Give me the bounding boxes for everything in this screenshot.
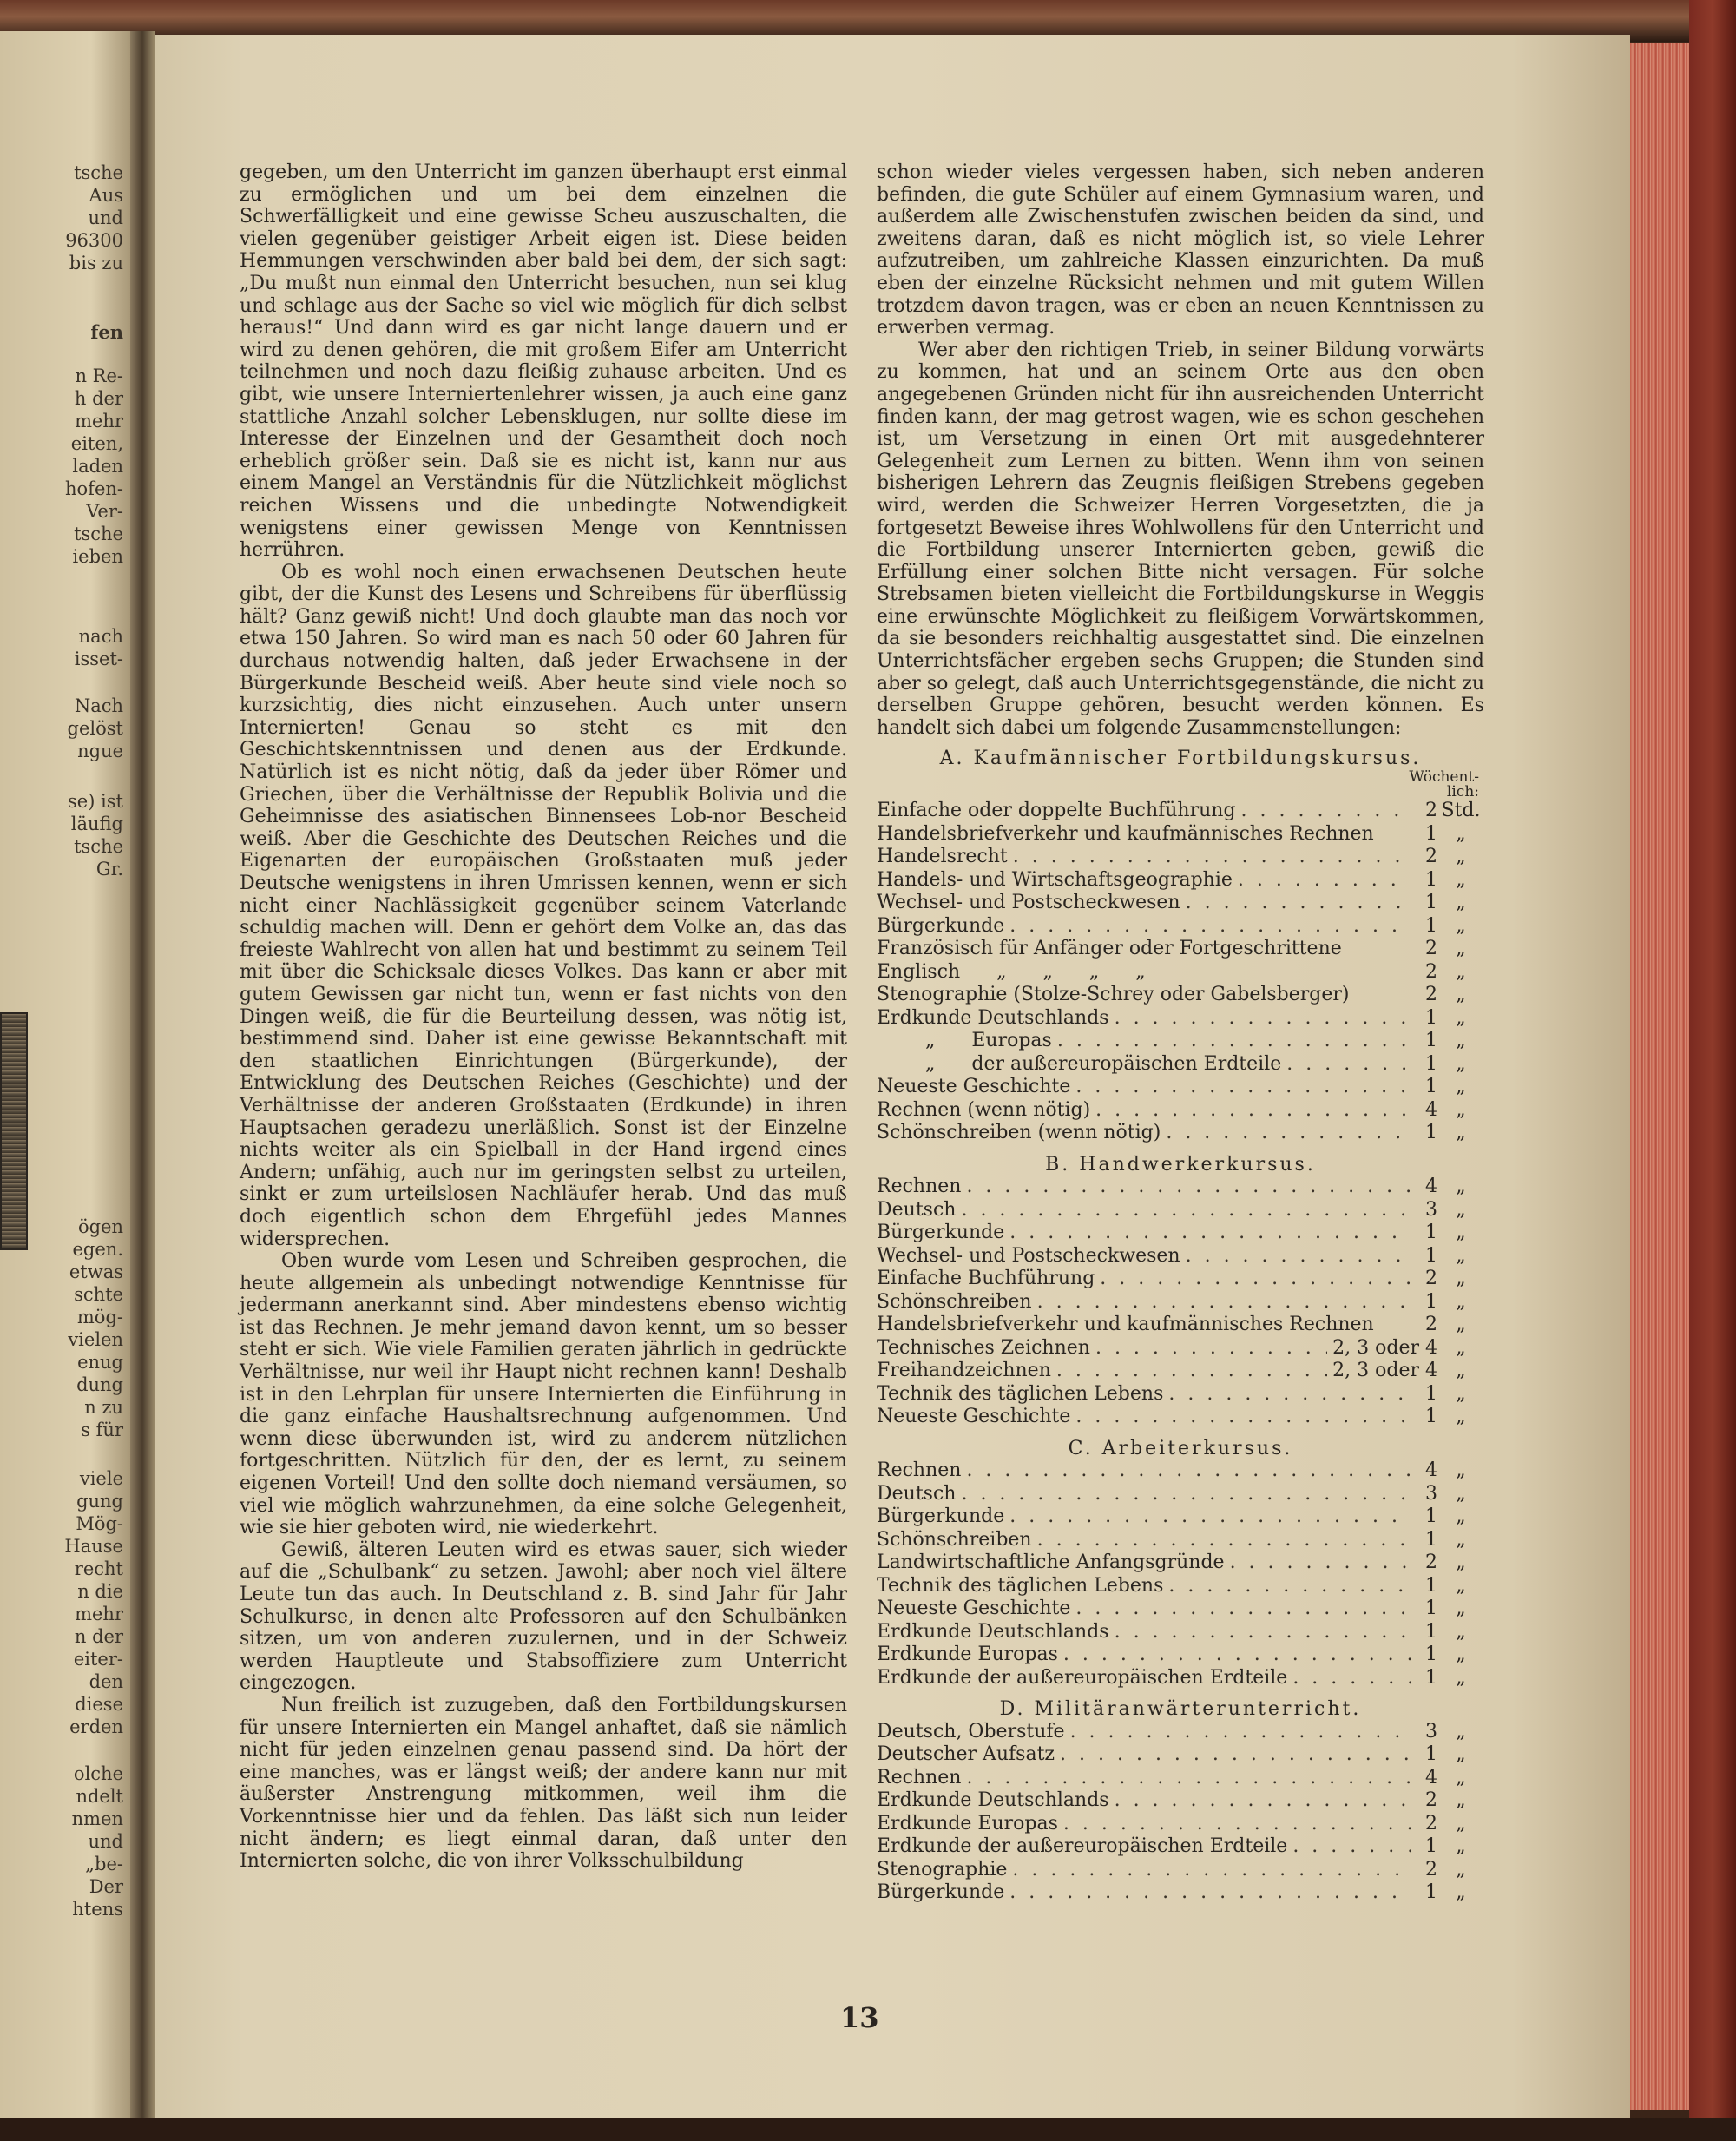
left-page-fragment: schte xyxy=(74,1284,123,1305)
left-page-fragment: mög- xyxy=(76,1307,123,1327)
hours: 3 xyxy=(1425,1720,1437,1742)
subject: Bürgerkunde xyxy=(877,1505,1005,1528)
leader-dots xyxy=(1166,1122,1411,1145)
leader-dots xyxy=(1009,915,1411,939)
unit: „ xyxy=(1456,1314,1466,1336)
leader-dots xyxy=(1115,1007,1411,1031)
leader-dots xyxy=(1075,1406,1411,1429)
subject: Rechnen xyxy=(877,1459,962,1482)
hours: 2 xyxy=(1425,984,1437,1006)
course-row xyxy=(877,938,1484,961)
left-page-fragment: Gr. xyxy=(95,859,123,879)
course-row xyxy=(877,1007,1484,1031)
hours: 1 xyxy=(1425,1406,1437,1428)
leader-dots xyxy=(961,1199,1411,1222)
subject: Erdkunde Deutschlands xyxy=(877,1006,1109,1029)
leader-dots xyxy=(1070,1721,1411,1744)
left-page-fragment: diese xyxy=(75,1694,123,1715)
hours: 1 xyxy=(1425,1666,1437,1689)
course-row xyxy=(877,1644,1484,1667)
leader-dots xyxy=(1115,1789,1411,1813)
course-row xyxy=(877,1030,1484,1053)
left-page-fragment: etwas xyxy=(69,1262,123,1282)
unit: „ xyxy=(1456,1222,1466,1244)
hours: 4 xyxy=(1425,1176,1437,1198)
leader-dots xyxy=(1095,1099,1411,1123)
course-row xyxy=(877,1859,1484,1882)
hours: 4 xyxy=(1425,1459,1437,1482)
left-page-fragment: dung xyxy=(76,1374,123,1395)
subject: Erdkunde Europas xyxy=(877,1644,1058,1666)
course-row xyxy=(877,1076,1484,1099)
hours: 2 xyxy=(1425,1789,1437,1812)
left-page-fragment: hofen- xyxy=(65,478,123,499)
hours: 1 xyxy=(1425,1644,1437,1666)
left-page-fragment: n die xyxy=(77,1581,123,1602)
subject: Erdkunde Deutschlands xyxy=(877,1620,1109,1643)
unit: „ xyxy=(1456,868,1466,891)
subject: Neueste Geschichte xyxy=(877,1598,1071,1620)
left-page-fragment: tsche xyxy=(74,836,123,857)
course-row xyxy=(877,1789,1484,1813)
left-page-fragment: recht xyxy=(74,1558,123,1579)
course-row xyxy=(877,915,1484,939)
unit: „ xyxy=(1456,1644,1466,1666)
leader-dots xyxy=(1292,1667,1411,1690)
unit: „ xyxy=(1456,1551,1466,1574)
hours: 2 xyxy=(1425,960,1437,983)
unit: „ xyxy=(1456,822,1466,845)
course-row xyxy=(877,1551,1484,1575)
hours: 1 xyxy=(1425,822,1437,845)
subject: Deutsch xyxy=(877,1482,957,1505)
subject: Erdkunde Deutschlands xyxy=(877,1789,1109,1812)
hours: 2 xyxy=(1425,938,1437,960)
course-row xyxy=(877,1222,1484,1245)
leader-dots xyxy=(1012,1859,1411,1882)
leader-dots xyxy=(1009,1505,1411,1529)
hours: 1 xyxy=(1425,1528,1437,1551)
subject: Freihandzeichnen xyxy=(877,1360,1051,1382)
course-row xyxy=(877,1383,1484,1406)
course-row xyxy=(877,1314,1484,1337)
left-page-fragment: htens xyxy=(72,1899,123,1920)
hours: 1 xyxy=(1425,1076,1437,1098)
left-page-fragment: 96300 xyxy=(65,230,123,251)
unit: „ xyxy=(1456,1360,1466,1382)
page-edges xyxy=(1630,43,1689,2110)
unit: „ xyxy=(1456,914,1466,937)
subject: Bürgerkunde xyxy=(877,1881,1005,1904)
unit: „ xyxy=(1456,1268,1466,1290)
leader-dots xyxy=(1063,1644,1411,1667)
leader-dots xyxy=(1095,1337,1327,1360)
book-bottom-edge xyxy=(0,2118,1736,2141)
hours: 1 xyxy=(1425,1620,1437,1643)
unit: „ xyxy=(1456,1528,1466,1551)
leader-dots xyxy=(1009,1222,1411,1245)
unit: „ xyxy=(1456,984,1466,1006)
course-row xyxy=(877,1529,1484,1552)
hours: 1 xyxy=(1425,892,1437,914)
leader-dots xyxy=(1100,1268,1411,1291)
book-cover xyxy=(1689,0,1736,2141)
left-page-fragment: fen xyxy=(90,321,123,343)
hours: 1 xyxy=(1425,1122,1437,1144)
course-row xyxy=(877,1767,1484,1790)
course-row xyxy=(877,1598,1484,1621)
course-row xyxy=(877,1483,1484,1506)
left-page-fragment: gelöst xyxy=(67,718,123,739)
unit: „ xyxy=(1456,1666,1466,1689)
course-row xyxy=(877,1406,1484,1429)
unit: „ xyxy=(1456,1620,1466,1643)
leader-dots xyxy=(1292,1835,1411,1859)
right-text-column xyxy=(877,161,1484,1905)
paragraph: Gewiß, älteren Leuten wird es etwas sauer, sich wieder auf die „Schulbank“ zu setzen. Jawohl; aber noch viel ältere Leute tun das auch. In Deutschland z. B. sind Jahr für Jahr Schulkurse, in denen alte Professoren auf den Schulbänken sitzen, um von anderen zuzulernen, und in der Schweiz werden Hauptleute und Stabsoffiziere zum Unterricht eingezogen. xyxy=(240,1538,847,1695)
left-page-fragment: läufig xyxy=(70,814,123,834)
unit: „ xyxy=(1456,1030,1466,1052)
subject: Neueste Geschichte xyxy=(877,1076,1071,1098)
subject: Erdkunde der außereuropäischen Erdteile xyxy=(877,1666,1288,1689)
left-page-fragment: Nach xyxy=(74,695,123,716)
leader-dots xyxy=(1037,1529,1411,1552)
hours: 3 xyxy=(1425,1198,1437,1221)
course-row xyxy=(877,1199,1484,1222)
hours: 2 xyxy=(1425,1268,1437,1290)
leader-dots xyxy=(1060,1743,1411,1767)
subject: Schönschreiben xyxy=(877,1528,1032,1551)
leader-dots xyxy=(1168,1575,1411,1598)
left-page-fragment: Mög- xyxy=(76,1513,123,1534)
hours: 1 xyxy=(1425,1006,1437,1029)
leader-dots xyxy=(1009,1881,1411,1905)
page-number: 13 xyxy=(840,2001,879,2034)
hours: 1 xyxy=(1425,1222,1437,1244)
course-row xyxy=(877,892,1484,915)
unit: „ xyxy=(1456,1176,1466,1198)
unit: „ xyxy=(1456,1076,1466,1098)
subject: Neueste Geschichte xyxy=(877,1406,1071,1428)
left-page-illustration xyxy=(0,1012,28,1250)
left-page-fragment: viele xyxy=(79,1468,123,1489)
subject: „ der außereuropäischen Erdteile xyxy=(925,1052,1282,1075)
weekly-label: Wöchent- lich: xyxy=(1409,768,1479,801)
hours: 1 xyxy=(1425,1290,1437,1313)
course-row xyxy=(877,869,1484,893)
subject: Handels- und Wirtschaftsgeographie xyxy=(877,868,1233,891)
subject: Wechsel- und Postscheckwesen xyxy=(877,1244,1180,1267)
course-row xyxy=(877,1835,1484,1859)
subject: Bürgerkunde xyxy=(877,1222,1005,1244)
subject: Handelsbriefverkehr und kaufmännisches Rechnen xyxy=(877,1314,1374,1336)
leader-dots xyxy=(1168,1383,1411,1406)
unit: „ xyxy=(1456,1382,1466,1405)
subject: Landwirtschaftliche Anfangsgründe xyxy=(877,1551,1225,1574)
left-page-fragment: tsche xyxy=(74,524,123,544)
left-page-fragment: bis zu xyxy=(69,253,123,273)
hours: 1 xyxy=(1425,1244,1437,1267)
course-row xyxy=(877,800,1484,823)
left-page-fragment: ngue xyxy=(77,741,123,761)
left-page-fragment: isset- xyxy=(74,649,123,669)
hours: 2 xyxy=(1425,800,1437,822)
course-row xyxy=(877,1337,1484,1360)
unit: Std. xyxy=(1441,800,1481,822)
hours: 1 xyxy=(1425,914,1437,937)
left-page-fragment: olche xyxy=(73,1763,123,1784)
hours: 2 xyxy=(1425,1858,1437,1881)
subject: „ Europas xyxy=(925,1030,1052,1052)
left-page-fragment: erden xyxy=(69,1716,123,1737)
course-row xyxy=(877,1881,1484,1905)
left-page-fragment: n der xyxy=(74,1626,123,1647)
left-page-fragment: und xyxy=(88,1831,123,1852)
leader-dots xyxy=(1056,1360,1327,1383)
hours: 1 xyxy=(1425,1598,1437,1620)
left-page-fragment: tsche xyxy=(74,162,123,183)
course-row xyxy=(877,1459,1484,1483)
unit: „ xyxy=(1456,1459,1466,1482)
left-page-fragment: Hause xyxy=(64,1536,123,1557)
hours: 1 xyxy=(1425,1881,1437,1904)
course-row xyxy=(877,1721,1484,1744)
left-page-fragment: n Re- xyxy=(75,366,123,386)
left-page-fragment: egen. xyxy=(72,1239,123,1260)
course-row xyxy=(877,1505,1484,1529)
left-page-fragment: mehr xyxy=(75,1604,123,1624)
paragraph: Wer aber den richtigen Trieb, in seiner Bildung vorwärts zu kommen, hat und an seinem Orte aus den oben angegebenen Gründen nicht für ihn ausreichenden Unterricht finden kann, der mag getrost wagen, wie es schon geschehen ist, um Versetzung in einen Ort mit ausgedehnterer Gelegenheit zum Lernen zu bitten. Wenn ihm von seinen bisherigen Lehrern das Zeugnis fleißigen Strebens gegeben wird, werden die Schweizer Herren Vorgesetzten, die ja fortgesetzt Beweise ihres Wohlwollens für den Unterricht und die Fortbildung unserer Internierten geben, gewiß die Erfüllung einer solchen Bitte nicht versagen. Für solche Strebsamen bieten vielleicht die Fortbildungskurse in Weggis eine erwünschte Möglichkeit zu fleißigem Vorwärtskommen, da sie besonders reichhaltig ausgestattet sind. Die einzelnen Unterrichtsfächer ergeben sechs Gruppen; die Stunden sind aber so gelegt, daß auch Unterrichtsgegenstände, die nicht zu derselben Gruppe gehören, besucht werden können. Es handelt sich dabei um folgende Zusammenstellungen: xyxy=(877,339,1484,739)
unit: „ xyxy=(1456,1482,1466,1505)
subject: Deutsch xyxy=(877,1198,957,1221)
unit: „ xyxy=(1456,1858,1466,1881)
subject: Technisches Zeichnen xyxy=(877,1336,1090,1359)
course-row xyxy=(877,1575,1484,1598)
course-row xyxy=(877,1813,1484,1836)
left-page-fragment: eiter- xyxy=(73,1649,123,1670)
unit: „ xyxy=(1456,1290,1466,1313)
hours: 2 xyxy=(1425,846,1437,868)
hours: 2, 3 oder 4 xyxy=(1332,1360,1437,1382)
subject: Rechnen xyxy=(877,1176,962,1198)
unit: „ xyxy=(1456,1336,1466,1359)
left-page-fragment: Aus xyxy=(89,185,123,206)
subject: Technik des täglichen Lebens xyxy=(877,1574,1164,1597)
course-heading: C. Arbeiterkursus. xyxy=(1068,1437,1293,1459)
left-page-fragment: enug xyxy=(77,1352,123,1373)
left-page-fragment: mehr xyxy=(75,411,123,431)
course-row xyxy=(877,1743,1484,1767)
unit: „ xyxy=(1456,1881,1466,1904)
leader-dots xyxy=(966,1767,1411,1790)
leader-dots xyxy=(1063,1813,1411,1836)
left-page-fragment: ndelt xyxy=(76,1786,123,1807)
left-page xyxy=(0,31,130,2124)
subject: Handelsbriefverkehr und kaufmännisches Rechnen xyxy=(877,822,1374,845)
hours: 1 xyxy=(1425,1030,1437,1052)
leader-dots xyxy=(1057,1030,1411,1053)
unit: „ xyxy=(1456,1574,1466,1597)
course-row xyxy=(877,1667,1484,1690)
left-page-fragment: den xyxy=(89,1671,123,1692)
subject: Schönschreiben (wenn nötig) xyxy=(877,1122,1161,1144)
left-page-fragment: eiten, xyxy=(70,433,123,454)
left-page-fragment: laden xyxy=(72,456,123,477)
leader-dots xyxy=(966,1176,1411,1199)
course-row xyxy=(877,984,1484,1007)
hours: 3 xyxy=(1425,1482,1437,1505)
subject: Deutsch, Oberstufe xyxy=(877,1720,1065,1742)
hours: 2 xyxy=(1425,1812,1437,1835)
subject: Einfache oder doppelte Buchführung xyxy=(877,800,1236,822)
unit: „ xyxy=(1456,938,1466,960)
course-row xyxy=(877,1621,1484,1644)
hours: 4 xyxy=(1425,1098,1437,1121)
leader-dots xyxy=(1230,1551,1411,1575)
left-page-fragment: h der xyxy=(74,388,123,409)
hours: 2, 3 oder 4 xyxy=(1332,1336,1437,1359)
leader-dots xyxy=(1286,1053,1411,1077)
leader-dots xyxy=(1075,1598,1411,1621)
course-heading: B. Handwerkerkursus. xyxy=(1045,1153,1316,1176)
hours: 1 xyxy=(1425,1505,1437,1528)
unit: „ xyxy=(1456,1835,1466,1858)
left-page-fragment: vielen xyxy=(68,1329,123,1350)
course-row xyxy=(877,846,1484,869)
left-page-fragment: gung xyxy=(76,1491,123,1512)
left-page-fragment: ögen xyxy=(77,1216,123,1237)
paragraph: gegeben, um den Unterricht im ganzen überhaupt erst einmal zu ermöglichen und um bei dem einzelnen die Schwerfälligkeit und eine gewisse Scheu auszuschalten, die vielen gegenüber geistiger Arbeit eigen ist. Diese beiden Hemmungen verschwinden aber bald bei dem, der sich sagt: „Du mußt nun einmal den Unterricht besuchen, nun sei klug und schlage aus der Sache so viel wie möglich für dich selbst heraus!“ Und dann wird es gar nicht lange dauern und er wird zu denen gehören, die mit großem Eifer am Unterricht teilnehmen und noch dazu fleißig zuhause arbeiten. Und es gibt, wie unsere Interniertenlehrer wissen, ja auch eine ganz stattliche Anzahl solcher Lebensklugen, nur sollte diese im Interesse der Einzelnen und der Gesamtheit doch noch erheblich größer sein. Daß sie es nicht ist, kann nur aus einem Mangel an Verständnis für die Nützlichkeit möglichst reichen Wissens und die unbedingte Notwendigkeit wenigstens einer gewissen Menge von Kenntnissen herrühren. xyxy=(240,161,847,562)
course-schedule xyxy=(877,748,1484,1904)
leader-dots xyxy=(1037,1291,1411,1314)
book-gutter xyxy=(130,31,155,2124)
leader-dots xyxy=(1238,869,1411,893)
left-text-column xyxy=(240,161,847,1873)
course-row xyxy=(877,1053,1484,1077)
subject: Wechsel- und Postscheckwesen xyxy=(877,892,1180,914)
subject: Erdkunde der außereuropäischen Erdteile xyxy=(877,1835,1288,1858)
course-row xyxy=(877,961,1484,985)
paragraph: Oben wurde vom Lesen und Schreiben gesprochen, die heute allgemein als unbedingt notwendige Kenntnisse für jedermann anerkannt sind. Aber mindestens ebenso wichtig ist das Rechnen. Je mehr jemand davon kennt, um so besser steht er sich. Wie viele Familien geraten jährlich in gedrückte Verhältnisse, nur weil ihr Haupt nicht rechnen kann! Deshalb ist in den Lehrplan für unsere Internierten die Einführung in die ganz einfache Haushaltsrechnung aufgenommen. Und wenn diese überwunden ist, wird zu anderem nützlichen fortgeschritten. Nützlich für den, der es lernt, zu seinem eigenen Vorteil! Und den sollte doch niemand versäumen, so viel wie möglich wahrzunehmen, da eine solche Gelegenheit, wie sie hier geboten wird, nie wiederkehrt. xyxy=(240,1250,847,1539)
subject: Bürgerkunde xyxy=(877,914,1005,937)
subject: Französisch für Anfänger oder Fortgeschrittene xyxy=(877,938,1342,960)
left-page-fragment: „be- xyxy=(85,1854,123,1874)
unit: „ xyxy=(1456,846,1466,868)
hours: 2 xyxy=(1425,1314,1437,1336)
paragraph: Nun freilich ist zuzugeben, daß den Fortbildungskursen für unsere Internierten ein Mangel anhaftet, daß sie nämlich nicht für jeden einzelnen genau passend sind. Da hört der eine manches, was er längst weiß; der andere kann nur mit äußerster Anstrengung mitkommen, weil ihm die Vorkenntnisse hier und da fehlen. Das läßt sich nun leider nicht ändern; es liegt einmal daran, daß unter den Internierten solche, die von ihrer Volksschulbildung xyxy=(240,1694,847,1873)
subject: Englisch „ „ „ „ xyxy=(877,960,1146,983)
paragraph: schon wieder vieles vergessen haben, sich neben anderen befinden, die gute Schüler auf einem Gymnasium waren, und außerdem alle Zwischenstufen zwischen beiden da sind, und zweitens daran, daß es nicht möglich ist, so viele Lehrer aufzutreiben, um zahlreiche Klassen einzurichten. Da muß eben der einzelne Rücksicht nehmen und mit gutem Willen trotzdem davon tragen, was er eben an neuen Kenntnissen zu erwerben vermag. xyxy=(877,161,1484,339)
unit: „ xyxy=(1456,1766,1466,1789)
paragraph: Ob es wohl noch einen erwachsenen Deutschen heute gibt, der die Kunst des Lesens und Schreibens für überflüssig hält? Ganz gewiß nicht! Und doch glaubte man das noch vor etwa 150 Jahren. So wird man es nach 50 oder 60 Jahren für durchaus notwendig halten, daß jeder Erwachsene in der Bürgerkunde Bescheid weiß. Aber heute sind viele noch so kurzsichtig, dies nicht einzusehen. Auch unter unsern Internierten! Genau so steht es mit den Geschichtskenntnissen und denen aus der Erdkunde. Natürlich ist es nicht nötig, daß da jeder über Römer und Griechen, über die Verhältnisse der Republik Bolivia und die Geheimnisse des asiatischen Binnensees Lob-nor Bescheid weiß. Aber die Geschichte des Deutschen Reiches und die Eigenarten der europäischen Großstaaten muß jeder Deutsche wenigstens in ihren Umrissen kennen, wenn er sich nicht einer Nachlässigkeit gegenüber seinem Vaterlande schuldig machen will. Denn er gehört dem Volke an, das das freieste Wahlrecht von allen hat und bestimmt zu seinem Teil mit über die Schicksale dieses Volkes. Das kann er aber mit gutem Gewissen gar nicht tun, wenn er fast nichts von den Dingen weiß, die für die Beurteilung dessen, was nötig ist, bestimmend sind. Daher ist eine gewisse Bekanntschaft mit den staatlichen Einrichtungen (Bürgerkunde), der Entwicklung des Deutschen Reiches (Geschichte) und der Verhältnisse der anderen Großstaaten (Erdkunde) in ihren Hauptsachen geradezu unerläßlich. Sonst ist der Einzelne nichts weiter als ein Spielball in der Hand irgend eines Andern; unfähig, auch nur im geringsten selbst zu urteilen, sinkt er zum urteilslosen Nachläufer herab. Und das muß doch eigentlich schon dem Ehrgefühl jedes Mannes widersprechen. xyxy=(240,561,847,1250)
course-row xyxy=(877,1360,1484,1383)
subject: Rechnen (wenn nötig) xyxy=(877,1098,1091,1121)
course-row xyxy=(877,823,1484,847)
unit: „ xyxy=(1456,1598,1466,1620)
subject: Deutscher Aufsatz xyxy=(877,1743,1055,1766)
leader-dots xyxy=(1186,1245,1411,1268)
leader-dots xyxy=(1241,800,1411,823)
unit: „ xyxy=(1456,1244,1466,1267)
subject: Stenographie xyxy=(877,1858,1008,1881)
hours: 1 xyxy=(1425,1743,1437,1766)
unit: „ xyxy=(1456,1098,1466,1121)
subject: Stenographie (Stolze-Schrey oder Gabelsberger) xyxy=(877,984,1350,1006)
hours: 1 xyxy=(1425,868,1437,891)
left-page-fragment: s für xyxy=(81,1420,123,1440)
subject: Handelsrecht xyxy=(877,846,1008,868)
leader-dots xyxy=(961,1483,1411,1506)
unit: „ xyxy=(1456,1812,1466,1835)
unit: „ xyxy=(1456,1052,1466,1075)
unit: „ xyxy=(1456,1720,1466,1742)
course-heading: A. Kaufmännischer Fortbildungskursus. xyxy=(939,748,1422,770)
unit: „ xyxy=(1456,1198,1466,1221)
hours: 4 xyxy=(1425,1766,1437,1789)
subject: Technik des täglichen Lebens xyxy=(877,1382,1164,1405)
left-page-fragment: se) ist xyxy=(67,791,123,812)
left-page-fragment: und xyxy=(88,208,123,228)
unit: „ xyxy=(1456,1743,1466,1766)
left-page-fragment: Der xyxy=(89,1876,123,1897)
hours: 1 xyxy=(1425,1835,1437,1858)
subject: Erdkunde Europas xyxy=(877,1812,1058,1835)
hours: 1 xyxy=(1425,1382,1437,1405)
hours: 1 xyxy=(1425,1574,1437,1597)
leader-dots xyxy=(966,1459,1411,1483)
course-row xyxy=(877,1245,1484,1268)
unit: „ xyxy=(1456,1406,1466,1428)
left-page-fragment: nmen xyxy=(71,1808,123,1829)
course-heading: D. Militäranwärterunterricht. xyxy=(999,1698,1362,1721)
subject: Einfache Buchführung xyxy=(877,1268,1095,1290)
unit: „ xyxy=(1456,1006,1466,1029)
left-page-fragment: nach xyxy=(78,626,123,647)
course-row xyxy=(877,1176,1484,1199)
leader-dots xyxy=(1186,892,1411,915)
unit: „ xyxy=(1456,1789,1466,1812)
hours: 1 xyxy=(1425,1052,1437,1075)
unit: „ xyxy=(1456,960,1466,983)
subject: Rechnen xyxy=(877,1766,962,1789)
subject: Schönschreiben xyxy=(877,1290,1032,1313)
left-page-fragment: n zu xyxy=(84,1397,123,1418)
unit: „ xyxy=(1456,1505,1466,1528)
left-page-fragment: Ver- xyxy=(86,501,123,522)
leader-dots xyxy=(1075,1076,1411,1099)
unit: „ xyxy=(1456,892,1466,914)
course-row xyxy=(877,1291,1484,1314)
left-page-fragment: ieben xyxy=(72,546,123,567)
course-row xyxy=(877,1122,1484,1145)
leader-dots xyxy=(1013,846,1411,869)
unit: „ xyxy=(1456,1122,1466,1144)
course-row xyxy=(877,1268,1484,1291)
leader-dots xyxy=(1115,1621,1411,1644)
course-row xyxy=(877,1099,1484,1123)
hours: 2 xyxy=(1425,1551,1437,1574)
